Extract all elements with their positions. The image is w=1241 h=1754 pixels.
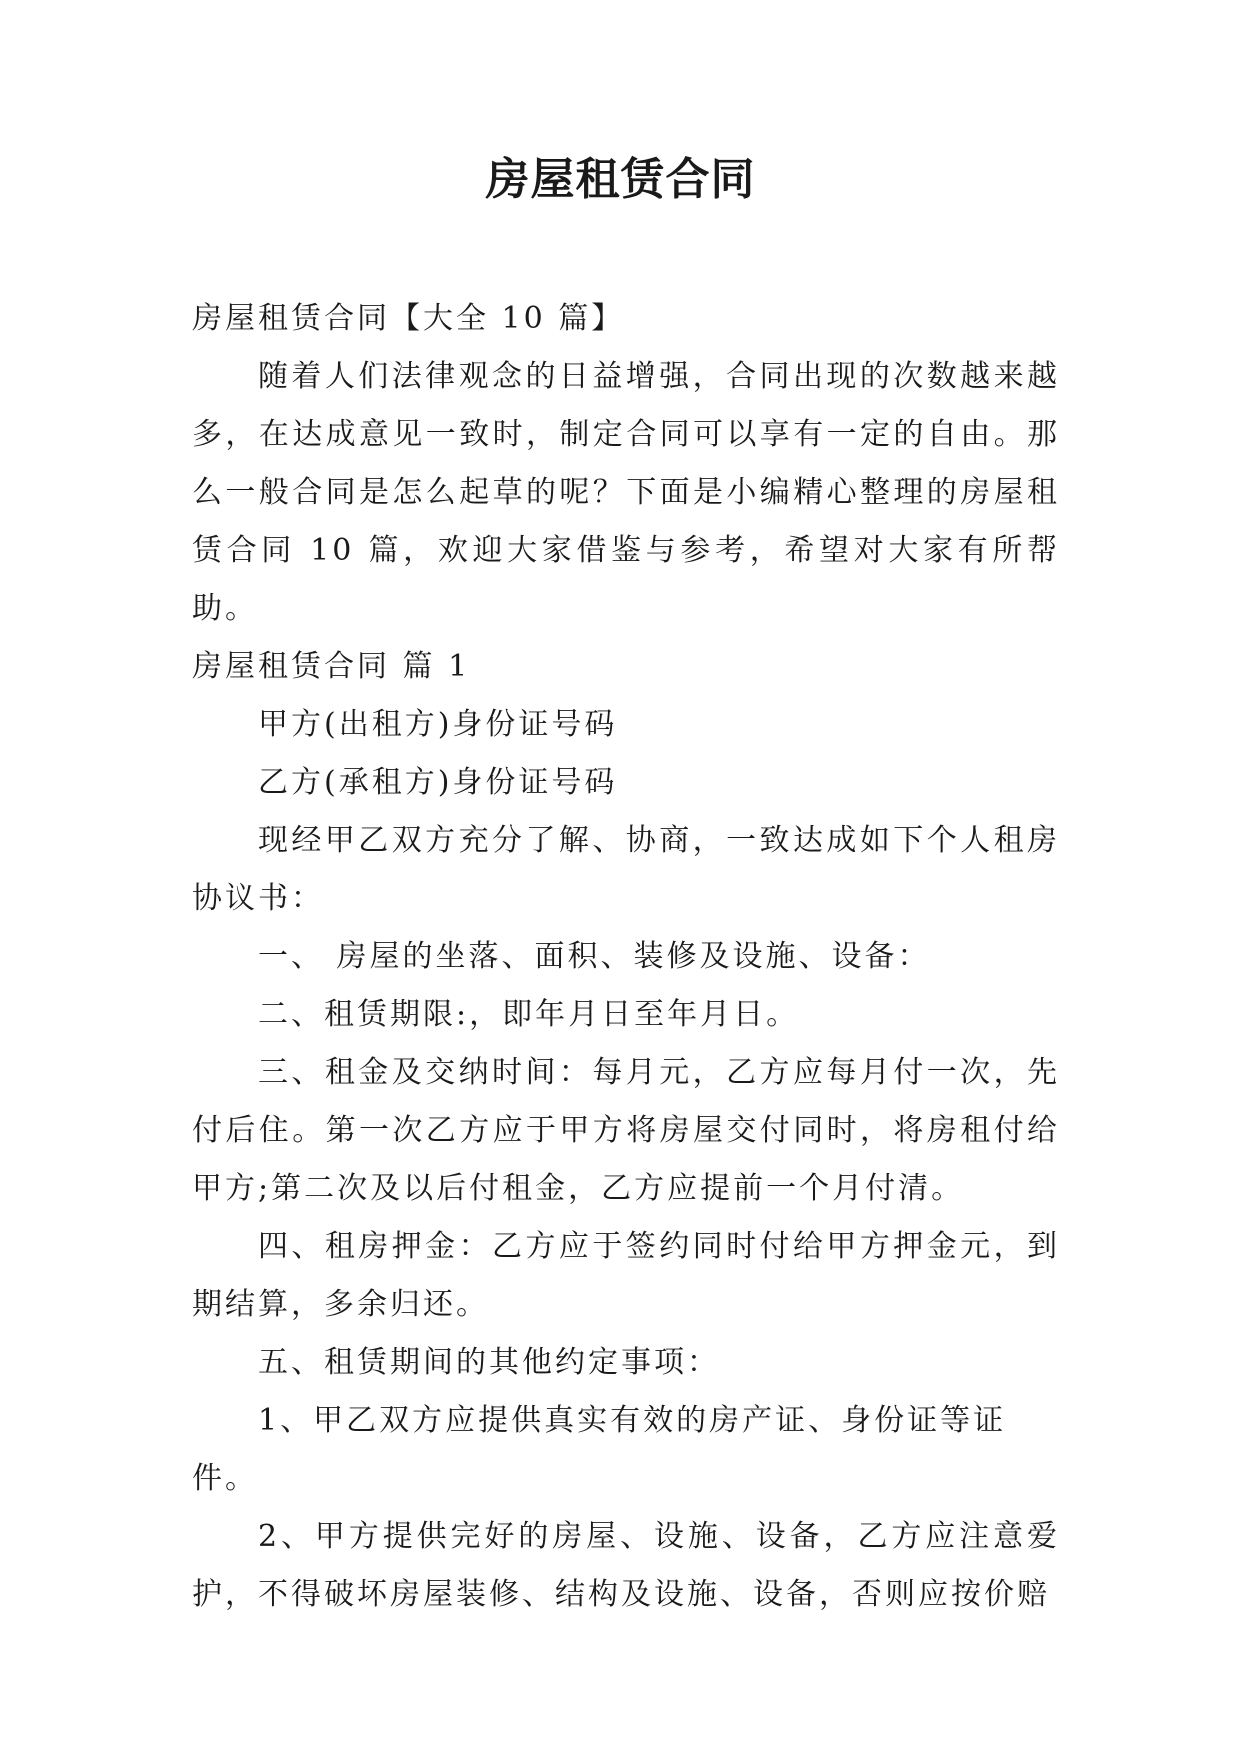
clause-1: 一、 房屋的坐落、面积、装修及设施、设备： [258, 939, 931, 974]
document-title: 房屋租赁合同 [485, 154, 756, 205]
clause-2: 二、租赁期限:，即年月日至年月日。 [258, 997, 800, 1032]
clause-3: 三、租金及交纳时间：每月元，乙方应每月付一次，先付后住。第一次乙方应于甲方将房屋交付同时，将房租付给甲方;第二次及以后付租金，乙方应提前一个月付清。 [192, 1055, 1060, 1206]
clause-4: 四、租房押金：乙方应于签约同时付给甲方押金元，到期结算，多余归还。 [192, 1229, 1060, 1322]
subclause-1: 1、甲乙双方应提供真实有效的房产证、身份证等证件。 [192, 1403, 1007, 1496]
agreement-paragraph: 现经甲乙双方充分了解、协商，一致达成如下个人租房协议书： [192, 823, 1060, 916]
subtitle-line: 房屋租赁合同【大全 10 篇】 [192, 301, 625, 336]
clause-5: 五、租赁期间的其他约定事项： [258, 1345, 720, 1380]
document-body [192, 290, 1060, 1624]
subclause-2: 2、甲方提供完好的房屋、设施、设备，乙方应注意爱护，不得破坏房屋装修、结构及设施、设备，否则应按价赔 [192, 1519, 1060, 1612]
section-heading: 房屋租赁合同 篇 1 [192, 649, 471, 684]
party-b-line: 乙方(承租方)身份证号码 [258, 765, 618, 800]
intro-paragraph: 随着人们法律观念的日益增强，合同出现的次数越来越多，在达成意见一致时，制定合同可以享有一定的自由。那么一般合同是怎么起草的呢？下面是小编精心整理的房屋租赁合同 10 篇，欢迎大家借鉴与参考，希望对大家有所帮助。 [192, 359, 1060, 626]
party-a-line: 甲方(出租方)身份证号码 [258, 707, 618, 742]
